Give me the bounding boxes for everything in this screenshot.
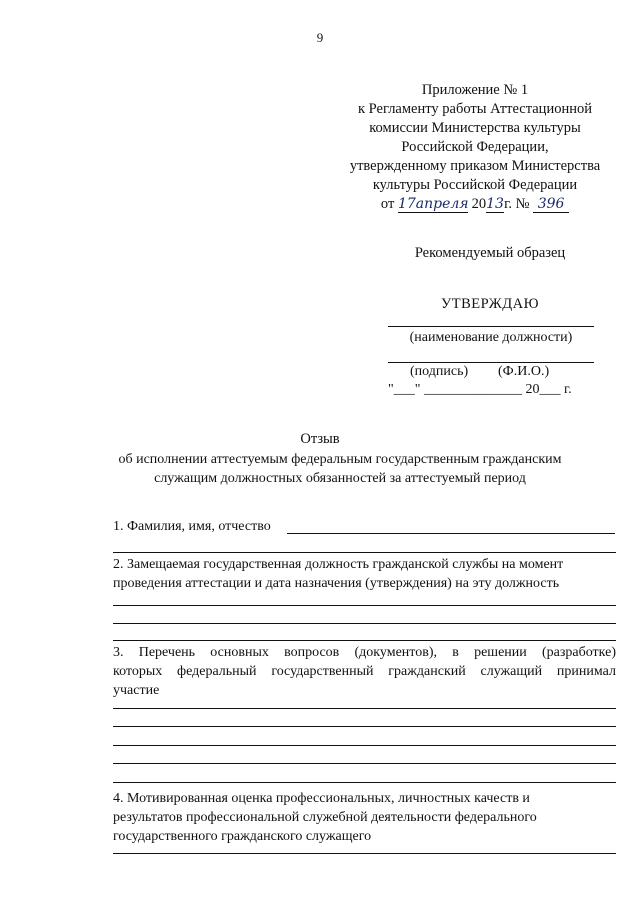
position-line bbox=[388, 326, 594, 327]
section-1-line bbox=[113, 552, 616, 553]
signature-line bbox=[388, 362, 594, 363]
subtitle-line: служащим должностных обязанностей за аттестуемый период bbox=[154, 471, 526, 486]
year-suffix: г. № bbox=[504, 196, 530, 212]
section-4-fill-line bbox=[113, 853, 616, 854]
section-3-line: 3. Перечень основных вопросов (документов), в решении (разработке) bbox=[113, 645, 616, 660]
date-year-suffix: г. bbox=[563, 382, 572, 397]
appendix-line: Российской Федерации, bbox=[401, 139, 549, 155]
section-4-line: государственного гражданского служащего bbox=[113, 829, 372, 844]
document-subtitle bbox=[80, 450, 600, 488]
section-3-line: которых федеральный государственный гражданский служащий принимал bbox=[113, 664, 616, 679]
appendix-header bbox=[330, 81, 620, 214]
section-4-line: 4. Мотивированная оценка профессиональных, личностных качеств и bbox=[113, 791, 530, 806]
year-prefix: 20 bbox=[471, 196, 487, 212]
handwritten-year: 13 bbox=[486, 196, 504, 212]
date-month-blank: ______________ bbox=[423, 382, 522, 397]
section-1-fill-line bbox=[287, 533, 615, 534]
appendix-line: культуры Российской Федерации bbox=[372, 177, 578, 193]
appendix-line: Приложение № 1 bbox=[421, 82, 529, 98]
appendix-line: комиссии Министерства культуры bbox=[369, 120, 581, 136]
handwritten-number: 396 bbox=[533, 197, 569, 213]
section-3-text bbox=[113, 643, 616, 700]
section-1-label: 1. Фамилия, имя, отчество bbox=[113, 519, 271, 534]
section-3-fill-line bbox=[113, 763, 616, 764]
recommended-sample: Рекомендуемый образец bbox=[414, 245, 566, 261]
date-quote-open: " bbox=[388, 382, 394, 397]
date-year-blank: ___ bbox=[539, 382, 561, 397]
section-4-text bbox=[113, 789, 616, 846]
date-quote-close: " bbox=[414, 382, 421, 397]
date-prefix: от bbox=[380, 196, 395, 212]
section-2-line: проведения аттестации и дата назначения (утверждения) на эту должность bbox=[113, 576, 560, 591]
section-2-text bbox=[113, 555, 616, 593]
handwritten-date: 17апреля bbox=[397, 196, 469, 212]
subtitle-line: об исполнении аттестуемым федеральным государственным гражданским bbox=[118, 452, 562, 467]
section-2-fill-line bbox=[113, 623, 616, 624]
document-title: Отзыв bbox=[300, 431, 340, 447]
name-caption: (Ф.И.О.) bbox=[498, 364, 550, 379]
section-3-fill-line bbox=[113, 745, 616, 746]
approval-date bbox=[388, 382, 598, 398]
section-2-fill-line bbox=[113, 605, 616, 606]
section-4-line: результатов профессиональной служебной деятельности федерального bbox=[113, 810, 537, 825]
appendix-date-line bbox=[330, 195, 620, 214]
appendix-line: к Регламенту работы Аттестационной bbox=[358, 101, 592, 117]
date-year-prefix: 20 bbox=[525, 382, 540, 397]
signature-caption: (подпись) bbox=[410, 364, 469, 379]
section-2-fill-line bbox=[113, 640, 616, 641]
date-day-blank: ___ bbox=[393, 382, 415, 397]
position-caption: (наименование должности) bbox=[409, 330, 573, 345]
section-3-fill-line bbox=[113, 726, 616, 727]
section-2-line: 2. Замещаемая государственная должность гражданской службы на момент bbox=[113, 557, 564, 572]
page-number: 9 bbox=[316, 30, 324, 45]
section-3-line: участие bbox=[113, 683, 160, 698]
appendix-line: утвержденному приказом Министерства bbox=[349, 158, 601, 174]
section-3-fill-line bbox=[113, 708, 616, 709]
section-3-fill-line bbox=[113, 782, 616, 783]
approval-title: УТВЕРЖДАЮ bbox=[441, 296, 539, 312]
